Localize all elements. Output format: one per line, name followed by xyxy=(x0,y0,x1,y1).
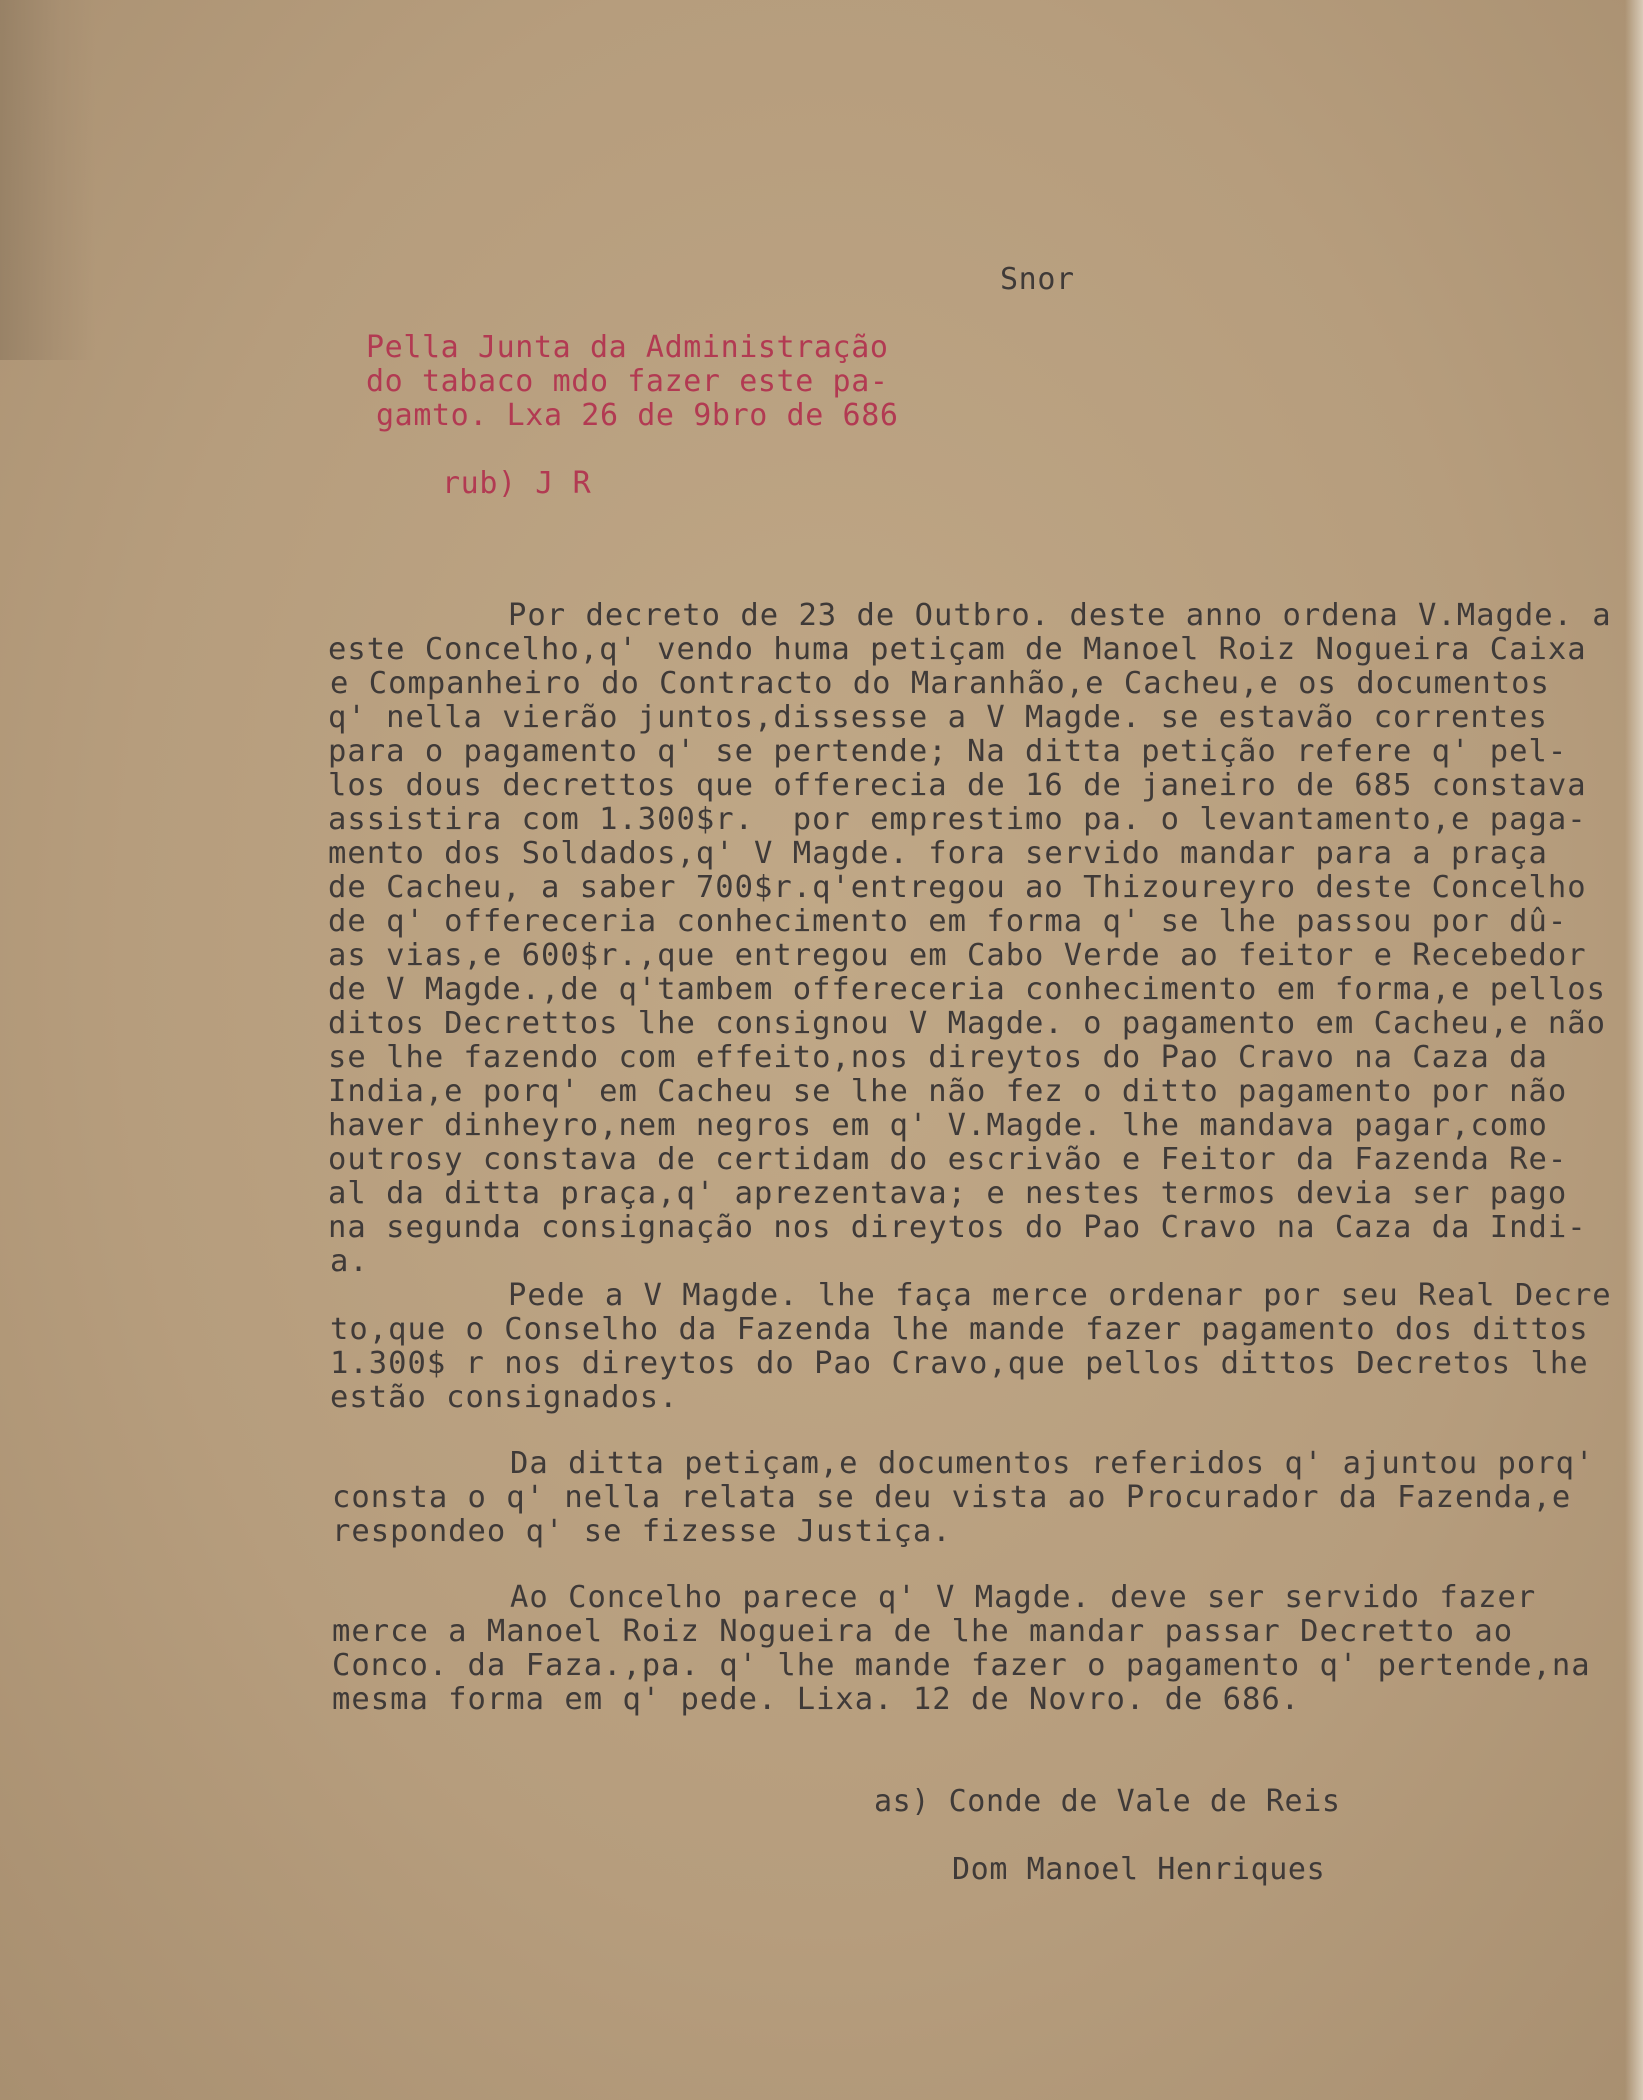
body-line: este Concelho,q' vendo huma petiçam de Manoel Roiz Nogueira Caixa xyxy=(328,632,1587,667)
body-line: e Companheiro do Contracto do Maranhão,e Cacheu,e os documentos xyxy=(330,666,1550,701)
rubric: rub) J R xyxy=(442,466,592,501)
body-line: 1.300$ r nos direytos do Pao Cravo,que pellos dittos Decretos lhe xyxy=(330,1346,1589,1381)
marginal-note-line: do tabaco mdo fazer este pa- xyxy=(366,364,889,399)
signature-line: as) Conde de Vale de Reis xyxy=(874,1784,1341,1819)
body-line: respondeo q' se fizesse Justiça. xyxy=(332,1514,952,1549)
marginal-note-line: gamto. Lxa 26 de 9bro de 686 xyxy=(376,398,899,433)
marginal-note-line: Pella Junta da Administração xyxy=(366,330,889,365)
body-line: se lhe fazendo com effeito,nos direytos do Pao Cravo na Caza da xyxy=(328,1040,1548,1075)
body-line: Por decreto de 23 de Outbro. deste anno ordena V.Magde. a xyxy=(508,598,1612,633)
body-line: as vias,e 600$r.,que entregou em Cabo Verde ao feitor e Recebedor xyxy=(328,938,1587,973)
body-line: ditos Decrettos lhe consignou V Magde. o pagamento em Cacheu,e não xyxy=(328,1006,1606,1041)
body-line: mento dos Soldados,q' V Magde. fora servido mandar para a praça xyxy=(328,836,1548,871)
body-line: assistira com 1.300$r. por emprestimo pa. o levantamento,e paga- xyxy=(328,802,1587,837)
body-line: a. xyxy=(330,1244,369,1279)
body-line: Da ditta petiçam,e documentos referidos q' ajuntou porq' xyxy=(510,1446,1595,1481)
page-edge xyxy=(1625,0,1643,2100)
body-line: na segunda consignação nos direytos do Pao Cravo na Caza da Indi- xyxy=(328,1210,1587,1245)
body-line: consta o q' nella relata se deu vista ao Procurador da Fazenda,e xyxy=(332,1480,1572,1515)
body-line: estão consignados. xyxy=(330,1380,679,1415)
body-line: Conco. da Faza.,pa. q' lhe mande fazer o pagamento q' pertende,na xyxy=(332,1648,1591,1683)
body-line: para o pagamento q' se pertende; Na ditta petição refere q' pel- xyxy=(328,734,1568,769)
body-line: to,que o Conselho da Fazenda lhe mande fazer pagamento dos dittos xyxy=(330,1312,1589,1347)
body-line: mesma forma em q' pede. Lixa. 12 de Novro. de 686. xyxy=(332,1682,1301,1717)
body-line: Pede a V Magde. lhe faça merce ordenar por seu Real Decre xyxy=(508,1278,1612,1313)
body-line: q' nella vierão juntos,dissesse a V Magde. se estavão correntes xyxy=(328,700,1548,735)
body-line: de q' offereceria conhecimento em forma q' se lhe passou por dû- xyxy=(328,904,1568,939)
body-line: de Cacheu, a saber 700$r.q'entregou ao Thizoureyro deste Concelho xyxy=(328,870,1587,905)
body-line: Ao Concelho parece q' V Magde. deve ser servido fazer xyxy=(510,1580,1537,1615)
body-line: outrosy constava de certidam do escrivão e Feitor da Fazenda Re- xyxy=(328,1142,1568,1177)
body-line: merce a Manoel Roiz Nogueira de lhe mandar passar Decretto ao xyxy=(332,1614,1514,1649)
body-line: India,e porq' em Cacheu se lhe não fez o ditto pagamento por não xyxy=(328,1074,1568,1109)
body-line: al da ditta praça,q' aprezentava; e nestes termos devia ser pago xyxy=(328,1176,1568,1211)
signature-line: Dom Manoel Henriques xyxy=(952,1852,1326,1887)
salutation: Snor xyxy=(1000,262,1075,297)
body-line: haver dinheyro,nem negros em q' V.Magde. lhe mandava pagar,como xyxy=(328,1108,1548,1143)
body-line: los dous decrettos que offerecia de 16 de janeiro de 685 constava xyxy=(328,768,1587,803)
page-fold-stain xyxy=(0,0,95,360)
body-line: de V Magde.,de q'tambem offereceria conhecimento em forma,e pellos xyxy=(328,972,1606,1007)
